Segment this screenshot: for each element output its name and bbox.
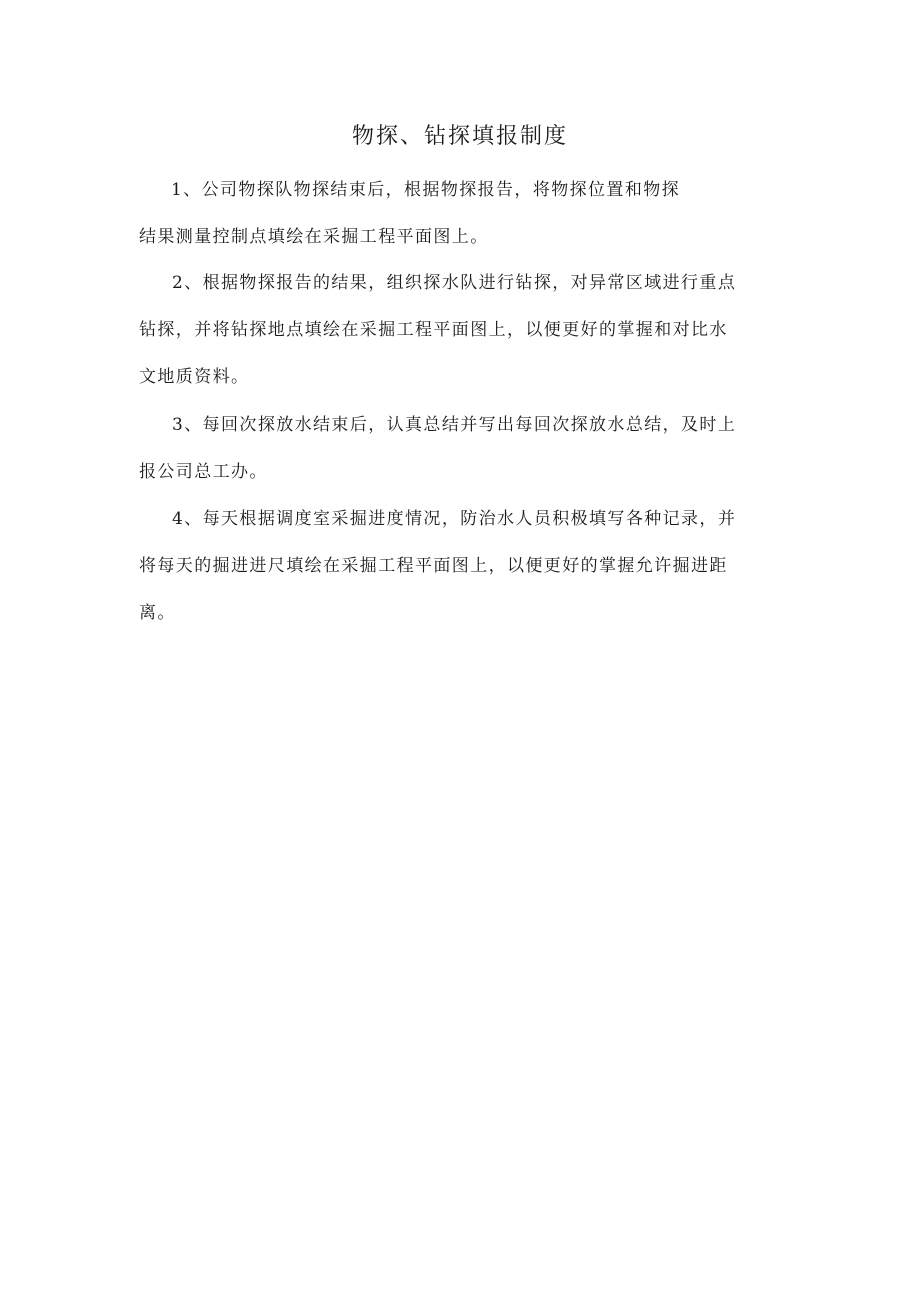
paragraph-line: 结果测量控制点填绘在采掘工程平面图上。 — [139, 227, 489, 247]
paragraph-3 — [139, 402, 784, 496]
paragraph-4 — [139, 496, 784, 637]
paragraph-line: 文地质资料。 — [139, 367, 250, 387]
paragraph-line: 报公司总工办。 — [139, 462, 268, 482]
paragraph-line: 钻探，并将钻探地点填绘在采掘工程平面图上，以便更好的掌握和对比水 — [139, 320, 728, 340]
paragraph-line: 4、每天根据调度室采掘进度情况，防治水人员积极填写各种记录，并 — [172, 509, 737, 529]
paragraph-line: 3、每回次探放水结束后，认真总结并写出每回次探放水总结，及时上 — [172, 415, 737, 435]
paragraph-1 — [139, 167, 784, 261]
paragraph-line: 1、公司物探队物探结束后，根据物探报告，将物探位置和物探 — [171, 180, 681, 200]
paragraph-line: 离。 — [139, 603, 176, 623]
paragraph-line: 将每天的掘进进尺填绘在采掘工程平面图上，以便更好的掌握允许掘进距 — [139, 556, 728, 576]
paragraph-2 — [139, 260, 784, 401]
document-title: 物探、钻探填报制度 — [351, 124, 568, 149]
paragraph-line: 2、根据物探报告的结果，组织探水队进行钻探，对异常区域进行重点 — [172, 273, 737, 293]
